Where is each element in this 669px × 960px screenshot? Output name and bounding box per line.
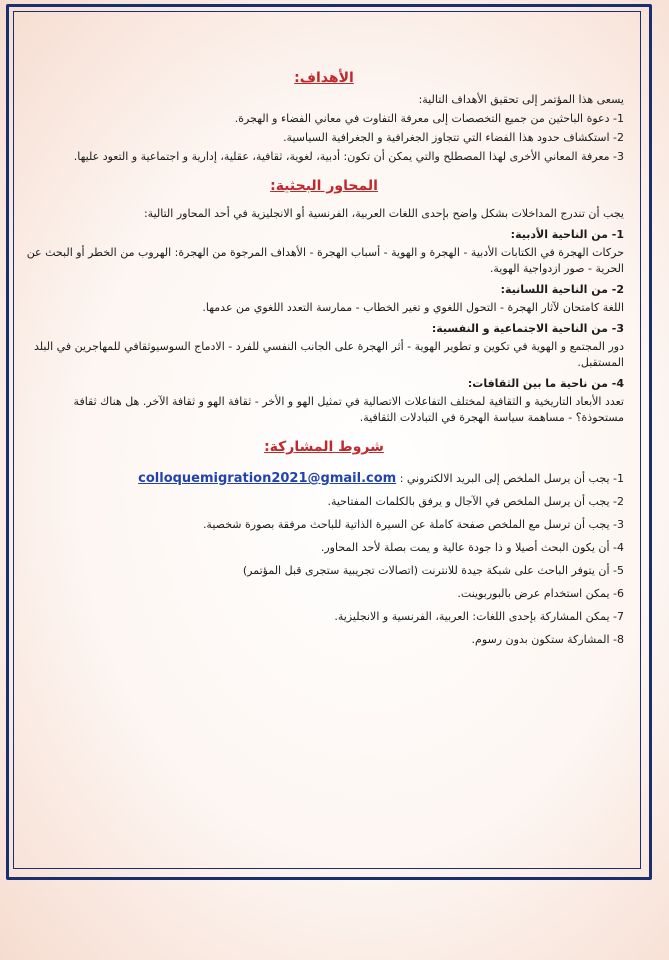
objective-item-1: 1- دعوة الباحثين من جميع التخصصات إلى معرفة التفاوت في معاني الفضاء و الهجرة. — [234, 112, 624, 125]
condition-item-3: 3- يجب أن ترسل مع الملخص صفحة كاملة عن السيرة الذاتية للباحث مرفقة بصورة شخصية. — [202, 518, 624, 531]
condition-item-7: 7- يمكن المشاركة بإحدى اللغات: العربية، الفرنسية و الانجليزية. — [334, 610, 624, 623]
condition-item-8: 8- المشاركة ستكون بدون رسوم. — [471, 633, 624, 646]
axis-literary-heading: 1- من الناحية الأدبية: — [510, 228, 624, 241]
axis-social-heading: 3- من الناحية الاجتماعية و النفسية: — [431, 322, 624, 335]
condition-item-4: 4- أن يكون البحث أصيلا و ذا جودة عالية و يمت بصلة لأحد المحاور. — [320, 541, 624, 554]
axes-heading: المحاور البحثية: — [270, 178, 378, 194]
objective-item-2: 2- استكشاف حدود هذا الفضاء التي تتجاوز الجغرافية و الجغرافية السياسية. — [283, 131, 624, 144]
objectives-heading: الأهداف: — [294, 70, 354, 86]
condition-item-5: 5- أن يتوفر الباحث على شبكة جيدة للانترنت (اتصالات تجريبية ستجرى قبل المؤتمر) — [242, 564, 624, 577]
conditions-heading: شروط المشاركة: — [264, 439, 384, 455]
condition-item-1 — [24, 471, 624, 487]
axis-social-text: دور المجتمع و الهوية في تكوين و تطوير الهوية - أثر الهجرة على الجانب النفسي للفرد - الادماج السوسيوثقافي للمهاجرين في البلد المستقبل. — [34, 340, 624, 369]
document-content — [24, 70, 624, 655]
objective-item-3: 3- معرفة المعاني الأخرى لهذا المصطلح والتي يمكن أن تكون: أدبية، لغوية، ثقافية، عقلية، إدارية و اجتماعية و التعود عليها. — [73, 150, 624, 163]
condition-item-6: 6- يمكن استخدام عرض بالبوربوينت. — [457, 587, 624, 600]
objectives-intro: يسعى هذا المؤتمر إلى تحقيق الأهداف التالية: — [418, 93, 624, 106]
axes-intro: يجب أن تندرج المداخلات بشكل واضح بإحدى اللغات العربية، الفرنسية أو الانجليزية في أحد المحاور التالية: — [143, 207, 624, 220]
axis-linguistic-heading: 2- من الناحية اللسانية: — [500, 283, 624, 296]
axis-linguistic-text: اللغة كامتحان لآثار الهجرة - التحول اللغوي و تغير الخطاب - ممارسة التعدد اللغوي من عدمها. — [202, 301, 624, 314]
axis-intercultural-heading: 4- من ناحية ما بين الثقافات: — [467, 377, 624, 390]
condition-item-2: 2- يجب أن يرسل الملخص في الآجال و يرفق بالكلمات المفتاحية. — [327, 495, 624, 508]
axis-literary-text: حركات الهجرة في الكتابات الأدبية - الهجرة و الهوية - أسباب الهجرة - الأهداف المرجوة من الهجرة: الهروب من الخطر أو البحث عن الحرية - صور ازدواجية الهوية. — [26, 246, 624, 275]
condition-item-1-text: 1- يجب أن يرسل الملخص إلى البريد الالكتروني : — [399, 472, 624, 485]
axis-intercultural-text: تعدد الأبعاد التاريخية و الثقافية لمختلف التفاعلات الاتصالية في تمثيل الهو و الأخر - ثقافة الهو و ثقافة الآخر. هل هناك ثقافة مستحوذة؟ - مساهمة سياسة الهجرة في التبادلات الثقافية. — [73, 395, 624, 424]
email-link[interactable]: colloquemigration2021@gmail.com — [138, 471, 397, 486]
